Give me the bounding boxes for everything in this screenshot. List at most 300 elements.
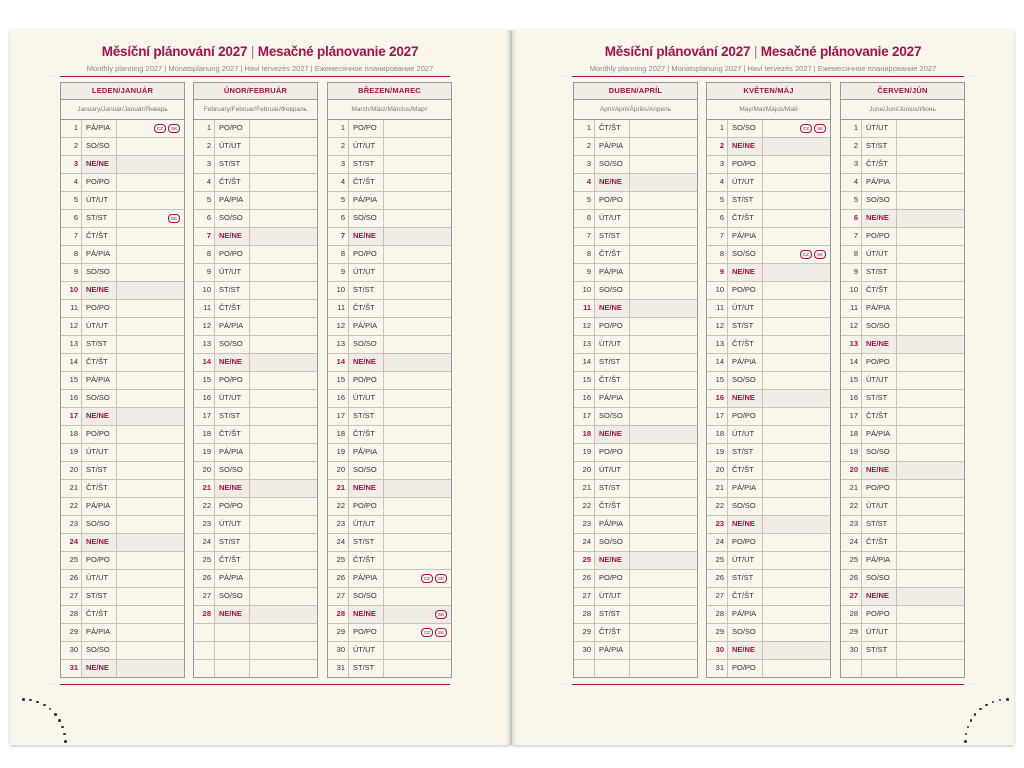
day-row[interactable] <box>328 174 451 192</box>
day-row[interactable] <box>574 660 697 677</box>
note-field[interactable] <box>250 606 317 623</box>
day-row[interactable] <box>574 318 697 336</box>
day-row[interactable] <box>574 156 697 174</box>
note-field[interactable] <box>250 462 317 479</box>
note-field[interactable] <box>897 534 964 551</box>
note-field[interactable] <box>897 516 964 533</box>
day-row[interactable] <box>328 228 451 246</box>
note-field[interactable] <box>630 210 697 227</box>
note-field[interactable] <box>630 534 697 551</box>
note-field[interactable] <box>384 120 451 137</box>
note-field[interactable] <box>630 462 697 479</box>
day-row[interactable] <box>841 426 964 444</box>
note-field[interactable] <box>763 192 830 209</box>
note-field[interactable] <box>630 264 697 281</box>
note-field[interactable] <box>384 408 451 425</box>
day-row[interactable] <box>61 390 184 408</box>
day-row[interactable] <box>328 192 451 210</box>
note-field[interactable] <box>763 588 830 605</box>
note-field[interactable] <box>897 660 964 677</box>
day-row[interactable] <box>194 552 317 570</box>
day-row[interactable] <box>328 264 451 282</box>
day-row[interactable] <box>707 552 830 570</box>
note-field[interactable] <box>897 156 964 173</box>
note-field[interactable] <box>384 246 451 263</box>
note-field[interactable] <box>763 354 830 371</box>
note-field[interactable] <box>630 156 697 173</box>
note-field[interactable] <box>117 300 184 317</box>
note-field[interactable] <box>763 642 830 659</box>
day-row[interactable] <box>61 480 184 498</box>
note-field[interactable] <box>897 462 964 479</box>
note-field[interactable] <box>897 480 964 497</box>
day-row[interactable] <box>194 588 317 606</box>
note-field[interactable] <box>897 246 964 263</box>
day-row[interactable] <box>574 534 697 552</box>
day-row[interactable] <box>707 120 830 138</box>
day-row[interactable] <box>61 336 184 354</box>
day-row[interactable] <box>574 354 697 372</box>
day-row[interactable] <box>61 318 184 336</box>
day-row[interactable] <box>194 642 317 660</box>
day-row[interactable] <box>707 480 830 498</box>
note-field[interactable] <box>250 192 317 209</box>
note-field[interactable] <box>117 444 184 461</box>
note-field[interactable] <box>384 390 451 407</box>
note-field[interactable] <box>630 624 697 641</box>
note-field[interactable] <box>250 282 317 299</box>
note-field[interactable] <box>763 138 830 155</box>
day-row[interactable] <box>707 210 830 228</box>
day-row[interactable] <box>194 264 317 282</box>
note-field[interactable] <box>897 174 964 191</box>
day-row[interactable] <box>61 138 184 156</box>
note-field[interactable] <box>384 444 451 461</box>
note-field[interactable] <box>384 426 451 443</box>
note-field[interactable] <box>117 480 184 497</box>
note-field[interactable] <box>117 534 184 551</box>
day-row[interactable] <box>328 156 451 174</box>
note-field[interactable] <box>897 354 964 371</box>
note-field[interactable] <box>630 660 697 677</box>
day-row[interactable] <box>328 120 451 138</box>
day-row[interactable] <box>61 606 184 624</box>
day-row[interactable] <box>574 282 697 300</box>
note-field[interactable] <box>250 444 317 461</box>
note-field[interactable] <box>384 498 451 515</box>
day-row[interactable] <box>328 138 451 156</box>
day-row[interactable] <box>61 120 184 138</box>
day-row[interactable] <box>841 570 964 588</box>
day-row[interactable] <box>194 354 317 372</box>
day-row[interactable] <box>328 462 451 480</box>
note-field[interactable] <box>630 192 697 209</box>
day-row[interactable] <box>841 480 964 498</box>
day-row[interactable] <box>194 408 317 426</box>
note-field[interactable] <box>630 498 697 515</box>
day-row[interactable] <box>574 642 697 660</box>
day-row[interactable] <box>328 516 451 534</box>
day-row[interactable] <box>61 462 184 480</box>
day-row[interactable] <box>328 552 451 570</box>
note-field[interactable] <box>630 300 697 317</box>
note-field[interactable] <box>250 570 317 587</box>
note-field[interactable] <box>630 570 697 587</box>
note-field[interactable] <box>250 264 317 281</box>
day-row[interactable] <box>841 318 964 336</box>
day-row[interactable] <box>841 174 964 192</box>
day-row[interactable] <box>194 534 317 552</box>
day-row[interactable] <box>707 246 830 264</box>
day-row[interactable] <box>574 426 697 444</box>
day-row[interactable] <box>61 246 184 264</box>
day-row[interactable] <box>574 228 697 246</box>
note-field[interactable] <box>117 606 184 623</box>
note-field[interactable] <box>384 192 451 209</box>
note-field[interactable] <box>763 534 830 551</box>
day-row[interactable] <box>61 534 184 552</box>
day-row[interactable] <box>707 192 830 210</box>
note-field[interactable] <box>630 372 697 389</box>
note-field[interactable] <box>763 336 830 353</box>
note-field[interactable] <box>384 228 451 245</box>
note-field[interactable] <box>117 552 184 569</box>
note-field[interactable] <box>897 228 964 245</box>
note-field[interactable] <box>250 660 317 677</box>
day-row[interactable] <box>574 462 697 480</box>
day-row[interactable] <box>574 174 697 192</box>
day-row[interactable] <box>328 444 451 462</box>
day-row[interactable] <box>841 228 964 246</box>
note-field[interactable] <box>763 210 830 227</box>
day-row[interactable] <box>194 624 317 642</box>
day-row[interactable] <box>574 390 697 408</box>
day-row[interactable] <box>841 642 964 660</box>
note-field[interactable] <box>897 372 964 389</box>
note-field[interactable] <box>630 426 697 443</box>
day-row[interactable] <box>194 156 317 174</box>
day-row[interactable] <box>707 318 830 336</box>
note-field[interactable] <box>897 318 964 335</box>
note-field[interactable] <box>117 228 184 245</box>
note-field[interactable] <box>763 156 830 173</box>
day-row[interactable] <box>841 516 964 534</box>
note-field[interactable] <box>384 534 451 551</box>
day-row[interactable] <box>841 210 964 228</box>
note-field[interactable] <box>763 660 830 677</box>
day-row[interactable] <box>61 624 184 642</box>
note-field[interactable] <box>250 516 317 533</box>
day-row[interactable] <box>841 282 964 300</box>
note-field[interactable] <box>630 246 697 263</box>
note-field[interactable] <box>250 300 317 317</box>
note-field[interactable] <box>117 282 184 299</box>
note-field[interactable] <box>250 210 317 227</box>
day-row[interactable] <box>328 408 451 426</box>
note-field[interactable] <box>630 588 697 605</box>
day-row[interactable] <box>574 516 697 534</box>
day-row[interactable] <box>194 462 317 480</box>
note-field[interactable] <box>763 480 830 497</box>
day-row[interactable] <box>841 588 964 606</box>
note-field[interactable] <box>250 138 317 155</box>
note-field[interactable] <box>117 354 184 371</box>
day-row[interactable] <box>707 138 830 156</box>
note-field[interactable] <box>250 318 317 335</box>
day-row[interactable] <box>707 228 830 246</box>
note-field[interactable] <box>117 516 184 533</box>
day-row[interactable] <box>574 192 697 210</box>
note-field[interactable] <box>763 174 830 191</box>
day-row[interactable] <box>574 570 697 588</box>
note-field[interactable] <box>763 120 830 137</box>
day-row[interactable] <box>841 156 964 174</box>
day-row[interactable] <box>328 642 451 660</box>
day-row[interactable] <box>707 660 830 677</box>
day-row[interactable] <box>841 408 964 426</box>
day-row[interactable] <box>841 120 964 138</box>
day-row[interactable] <box>328 624 451 642</box>
note-field[interactable] <box>763 570 830 587</box>
note-field[interactable] <box>250 498 317 515</box>
note-field[interactable] <box>630 606 697 623</box>
day-row[interactable] <box>841 444 964 462</box>
note-field[interactable] <box>763 390 830 407</box>
day-row[interactable] <box>841 534 964 552</box>
note-field[interactable] <box>897 498 964 515</box>
day-row[interactable] <box>707 444 830 462</box>
day-row[interactable] <box>574 480 697 498</box>
day-row[interactable] <box>707 534 830 552</box>
note-field[interactable] <box>250 642 317 659</box>
note-field[interactable] <box>117 156 184 173</box>
day-row[interactable] <box>61 228 184 246</box>
note-field[interactable] <box>250 246 317 263</box>
day-row[interactable] <box>841 390 964 408</box>
note-field[interactable] <box>250 372 317 389</box>
note-field[interactable] <box>897 606 964 623</box>
day-row[interactable] <box>61 210 184 228</box>
day-row[interactable] <box>61 372 184 390</box>
note-field[interactable] <box>384 138 451 155</box>
note-field[interactable] <box>897 210 964 227</box>
note-field[interactable] <box>897 408 964 425</box>
day-row[interactable] <box>194 228 317 246</box>
day-row[interactable] <box>841 300 964 318</box>
note-field[interactable] <box>897 336 964 353</box>
note-field[interactable] <box>117 138 184 155</box>
note-field[interactable] <box>763 372 830 389</box>
day-row[interactable] <box>841 138 964 156</box>
day-row[interactable] <box>574 120 697 138</box>
day-row[interactable] <box>328 318 451 336</box>
note-field[interactable] <box>897 624 964 641</box>
note-field[interactable] <box>250 552 317 569</box>
note-field[interactable] <box>763 408 830 425</box>
note-field[interactable] <box>250 480 317 497</box>
note-field[interactable] <box>384 642 451 659</box>
day-row[interactable] <box>328 588 451 606</box>
day-row[interactable] <box>61 282 184 300</box>
day-row[interactable] <box>841 336 964 354</box>
day-row[interactable] <box>707 606 830 624</box>
note-field[interactable] <box>384 372 451 389</box>
day-row[interactable] <box>841 624 964 642</box>
note-field[interactable] <box>897 192 964 209</box>
day-row[interactable] <box>841 660 964 677</box>
day-row[interactable] <box>328 570 451 588</box>
note-field[interactable] <box>117 372 184 389</box>
note-field[interactable] <box>897 552 964 569</box>
note-field[interactable] <box>630 552 697 569</box>
note-field[interactable] <box>384 174 451 191</box>
note-field[interactable] <box>763 246 830 263</box>
day-row[interactable] <box>574 552 697 570</box>
note-field[interactable] <box>763 624 830 641</box>
day-row[interactable] <box>194 246 317 264</box>
day-row[interactable] <box>194 120 317 138</box>
note-field[interactable] <box>250 534 317 551</box>
day-row[interactable] <box>61 516 184 534</box>
note-field[interactable] <box>384 156 451 173</box>
note-field[interactable] <box>630 408 697 425</box>
day-row[interactable] <box>61 354 184 372</box>
note-field[interactable] <box>763 462 830 479</box>
note-field[interactable] <box>630 138 697 155</box>
day-row[interactable] <box>61 552 184 570</box>
note-field[interactable] <box>250 426 317 443</box>
day-row[interactable] <box>841 462 964 480</box>
day-row[interactable] <box>841 372 964 390</box>
day-row[interactable] <box>328 480 451 498</box>
day-row[interactable] <box>707 516 830 534</box>
day-row[interactable] <box>574 624 697 642</box>
note-field[interactable] <box>117 642 184 659</box>
note-field[interactable] <box>384 462 451 479</box>
note-field[interactable] <box>117 246 184 263</box>
note-field[interactable] <box>897 264 964 281</box>
day-row[interactable] <box>707 282 830 300</box>
day-row[interactable] <box>61 408 184 426</box>
day-row[interactable] <box>574 138 697 156</box>
day-row[interactable] <box>707 498 830 516</box>
note-field[interactable] <box>250 228 317 245</box>
day-row[interactable] <box>574 444 697 462</box>
note-field[interactable] <box>763 228 830 245</box>
note-field[interactable] <box>763 426 830 443</box>
day-row[interactable] <box>194 336 317 354</box>
note-field[interactable] <box>250 588 317 605</box>
day-row[interactable] <box>574 264 697 282</box>
day-row[interactable] <box>194 606 317 624</box>
day-row[interactable] <box>61 588 184 606</box>
note-field[interactable] <box>117 120 184 137</box>
day-row[interactable] <box>61 642 184 660</box>
day-row[interactable] <box>61 660 184 677</box>
day-row[interactable] <box>328 354 451 372</box>
day-row[interactable] <box>574 210 697 228</box>
day-row[interactable] <box>194 444 317 462</box>
day-row[interactable] <box>328 336 451 354</box>
note-field[interactable] <box>630 354 697 371</box>
day-row[interactable] <box>574 408 697 426</box>
day-row[interactable] <box>841 192 964 210</box>
note-field[interactable] <box>897 138 964 155</box>
day-row[interactable] <box>194 426 317 444</box>
note-field[interactable] <box>117 336 184 353</box>
day-row[interactable] <box>574 372 697 390</box>
note-field[interactable] <box>630 480 697 497</box>
note-field[interactable] <box>384 210 451 227</box>
day-row[interactable] <box>61 264 184 282</box>
day-row[interactable] <box>574 606 697 624</box>
day-row[interactable] <box>707 462 830 480</box>
day-row[interactable] <box>61 300 184 318</box>
day-row[interactable] <box>841 498 964 516</box>
note-field[interactable] <box>763 264 830 281</box>
note-field[interactable] <box>117 660 184 677</box>
day-row[interactable] <box>194 570 317 588</box>
note-field[interactable] <box>117 318 184 335</box>
note-field[interactable] <box>763 498 830 515</box>
day-row[interactable] <box>707 372 830 390</box>
day-row[interactable] <box>194 318 317 336</box>
note-field[interactable] <box>117 408 184 425</box>
note-field[interactable] <box>763 300 830 317</box>
note-field[interactable] <box>250 120 317 137</box>
day-row[interactable] <box>707 408 830 426</box>
day-row[interactable] <box>61 444 184 462</box>
day-row[interactable] <box>61 156 184 174</box>
note-field[interactable] <box>384 336 451 353</box>
note-field[interactable] <box>897 444 964 461</box>
note-field[interactable] <box>117 390 184 407</box>
day-row[interactable] <box>707 300 830 318</box>
note-field[interactable] <box>897 390 964 407</box>
day-row[interactable] <box>328 426 451 444</box>
day-row[interactable] <box>328 282 451 300</box>
day-row[interactable] <box>707 174 830 192</box>
note-field[interactable] <box>250 156 317 173</box>
note-field[interactable] <box>250 390 317 407</box>
note-field[interactable] <box>384 516 451 533</box>
day-row[interactable] <box>574 588 697 606</box>
note-field[interactable] <box>763 516 830 533</box>
day-row[interactable] <box>194 210 317 228</box>
note-field[interactable] <box>384 282 451 299</box>
note-field[interactable] <box>384 588 451 605</box>
note-field[interactable] <box>630 228 697 245</box>
day-row[interactable] <box>194 174 317 192</box>
day-row[interactable] <box>61 192 184 210</box>
note-field[interactable] <box>763 444 830 461</box>
note-field[interactable] <box>630 516 697 533</box>
day-row[interactable] <box>841 354 964 372</box>
note-field[interactable] <box>117 462 184 479</box>
note-field[interactable] <box>897 120 964 137</box>
day-row[interactable] <box>194 138 317 156</box>
note-field[interactable] <box>897 300 964 317</box>
note-field[interactable] <box>117 192 184 209</box>
day-row[interactable] <box>328 210 451 228</box>
note-field[interactable] <box>117 588 184 605</box>
note-field[interactable] <box>250 174 317 191</box>
day-row[interactable] <box>194 300 317 318</box>
note-field[interactable] <box>763 606 830 623</box>
day-row[interactable] <box>841 606 964 624</box>
note-field[interactable] <box>384 354 451 371</box>
day-row[interactable] <box>194 372 317 390</box>
